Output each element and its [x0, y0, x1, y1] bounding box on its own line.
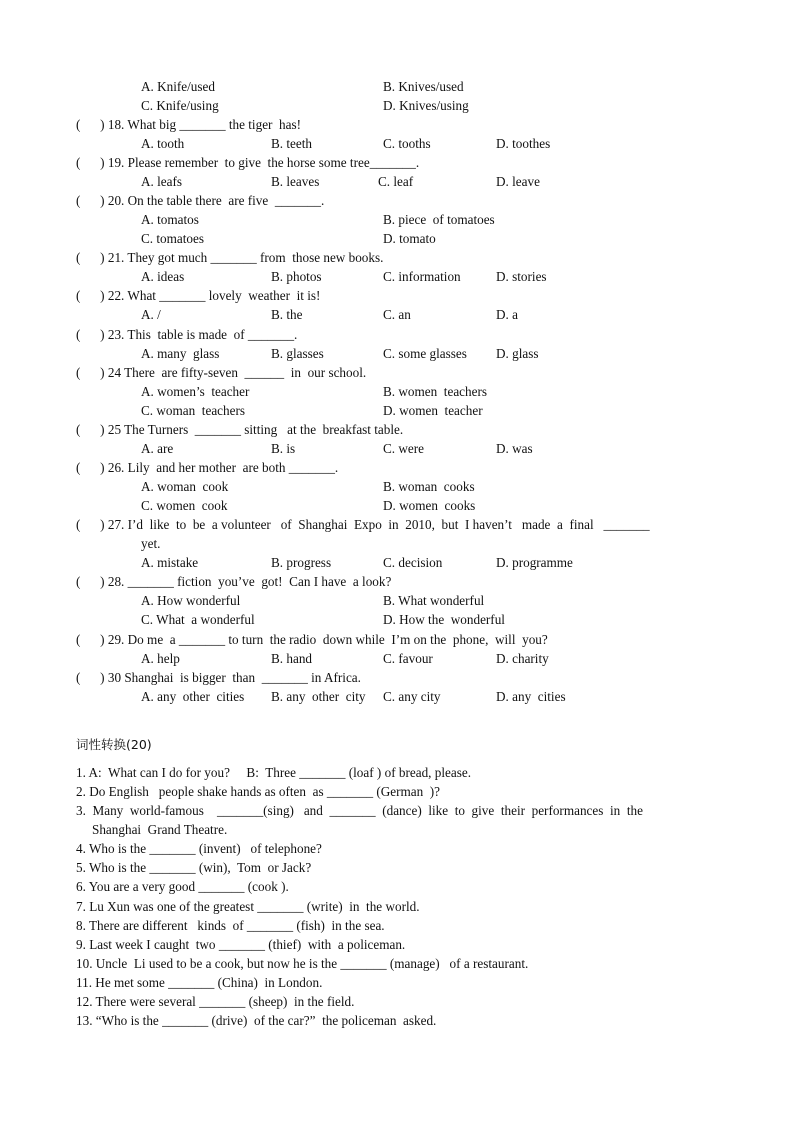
list-item: 1. A: What can I do for you? B: Three _______ (loaf ) of bread, please. [76, 765, 472, 780]
question-text: ( ) 28. _______ fiction you’ve got! Can I have a look? [76, 574, 392, 589]
option: D. women cooks [383, 498, 476, 513]
option: D. leave [496, 174, 540, 189]
option: C. decision [383, 555, 443, 570]
option: D. tomato [383, 231, 436, 246]
option: D. toothes [496, 136, 551, 151]
option: C. were [383, 441, 425, 456]
option: A. help [141, 651, 180, 666]
option: C. some glasses [383, 346, 467, 361]
option: B. the [271, 307, 303, 322]
question-text: ( ) 19. Please remember to give the horse some tree_______. [76, 155, 420, 170]
option: C. information [383, 269, 461, 284]
option: B. piece of tomatoes [383, 212, 495, 227]
option: B. women teachers [383, 384, 487, 399]
question-text-continued: yet. [141, 536, 161, 551]
option: B. is [271, 441, 296, 456]
option: D. any cities [496, 689, 566, 704]
question-text: ( ) 22. What _______ lovely weather it is! [76, 288, 321, 303]
option: B. glasses [271, 346, 324, 361]
option: D. charity [496, 651, 549, 666]
option: A. Knife/used [141, 79, 215, 94]
option: B. Knives/used [383, 79, 464, 94]
option: A. ideas [141, 269, 185, 284]
option: D. Knives/using [383, 98, 469, 113]
list-item: 4. Who is the _______ (invent) of telephone? [76, 841, 322, 856]
list-item: 7. Lu Xun was one of the greatest _______ (write) in the world. [76, 899, 420, 914]
option: A. How wonderful [141, 593, 241, 608]
option: A. many glass [141, 346, 220, 361]
option: C. an [383, 307, 411, 322]
option: A. are [141, 441, 174, 456]
option: B. leaves [271, 174, 320, 189]
option: B. photos [271, 269, 322, 284]
option: A. women’s teacher [141, 384, 250, 399]
list-item: 13. “Who is the _______ (drive) of the car?” the policeman asked. [76, 1013, 437, 1028]
option: D. How the wonderful [383, 612, 505, 627]
option: D. women teacher [383, 403, 483, 418]
list-item: 12. There were several _______ (sheep) in the field. [76, 994, 355, 1009]
option: D. was [496, 441, 533, 456]
option: A. woman cook [141, 479, 229, 494]
option: A. mistake [141, 555, 199, 570]
list-item: 3. Many world-famous _______(sing) and _______ (dance) like to give their performances in the [76, 803, 643, 818]
list-item: 9. Last week I caught two _______ (thief) with a policeman. [76, 937, 406, 952]
question-text: ( ) 27. I’d like to be a volunteer of Shanghai Expo in 2010, but I haven’t made a final _______ [76, 517, 650, 532]
option: D. glass [496, 346, 539, 361]
option: A. any other cities [141, 689, 245, 704]
option: A. / [141, 307, 161, 322]
option: D. programme [496, 555, 573, 570]
question-text: ( ) 25 The Turners _______ sitting at the breakfast table. [76, 422, 404, 437]
question-text: ( ) 26. Lily and her mother are both _______. [76, 460, 339, 475]
option: C. women cook [141, 498, 228, 513]
option: B. What wonderful [383, 593, 485, 608]
option: C. tooths [383, 136, 431, 151]
option: C. any city [383, 689, 441, 704]
option: B. woman cooks [383, 479, 475, 494]
option: C. woman teachers [141, 403, 245, 418]
option: B. teeth [271, 136, 313, 151]
list-item: 8. There are different kinds of _______ (fish) in the sea. [76, 918, 385, 933]
question-text: ( ) 24 There are fifty-seven ______ in our school. [76, 365, 367, 380]
option: C. Knife/using [141, 98, 219, 113]
section-title: 词性转换(20) [76, 737, 152, 752]
option: D. a [496, 307, 518, 322]
option: A. tomatos [141, 212, 199, 227]
question-text: ( ) 20. On the table there are five _______. [76, 193, 325, 208]
question-text: ( ) 18. What big _______ the tiger has! [76, 117, 301, 132]
list-item: 10. Uncle Li used to be a cook, but now he is the _______ (manage) of a restaurant. [76, 956, 529, 971]
list-item: 2. Do English people shake hands as often as _______ (German )? [76, 784, 441, 799]
option: B. any other city [271, 689, 366, 704]
option: C. leaf [378, 174, 414, 189]
option: B. hand [271, 651, 313, 666]
option: C. What a wonderful [141, 612, 255, 627]
list-item-continued: Shanghai Grand Theatre. [92, 822, 228, 837]
option: C. favour [383, 651, 433, 666]
question-text: ( ) 29. Do me a _______ to turn the radio down while I’m on the phone, will you? [76, 632, 548, 647]
question-text: ( ) 30 Shanghai is bigger than _______ in Africa. [76, 670, 361, 685]
option: A. leafs [141, 174, 183, 189]
list-item: 5. Who is the _______ (win), Tom or Jack? [76, 860, 312, 875]
option: B. progress [271, 555, 332, 570]
option: C. tomatoes [141, 231, 205, 246]
option: D. stories [496, 269, 547, 284]
list-item: 6. You are a very good _______ (cook ). [76, 879, 289, 894]
question-text: ( ) 23. This table is made of _______. [76, 327, 298, 342]
question-text: ( ) 21. They got much _______ from those new books. [76, 250, 384, 265]
option: A. tooth [141, 136, 185, 151]
list-item: 11. He met some _______ (China) in London. [76, 975, 323, 990]
